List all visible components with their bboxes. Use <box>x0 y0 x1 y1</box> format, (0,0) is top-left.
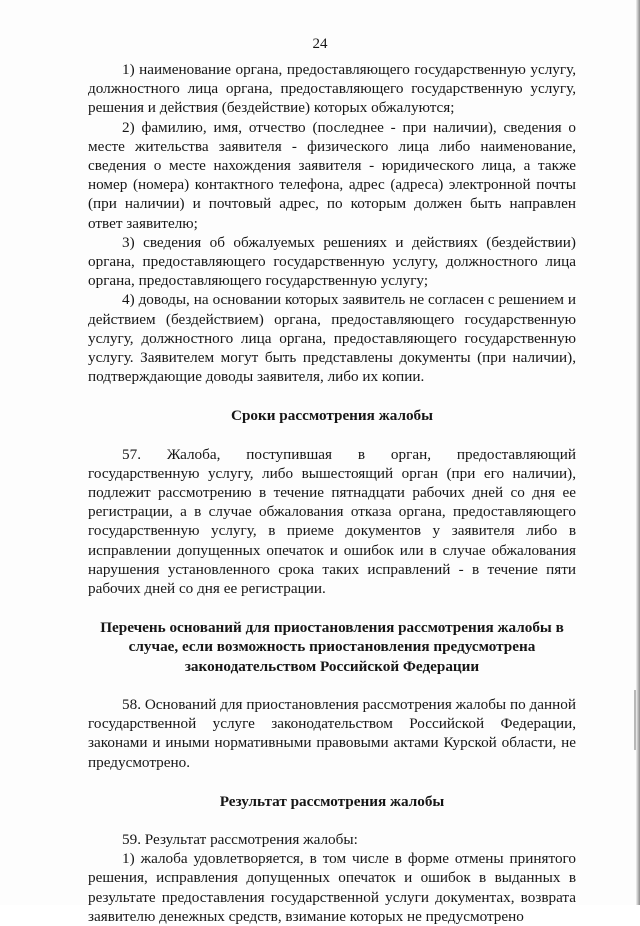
paragraph-59-item-1: 1) жалоба удовлетворяется, в том числе в форме отмены принятого решения, исправления допущенных опечаток и ошибок в выданных в результате предоставления государственной услуги документах, возврата заявителю денежных средств, взимание которых не предусмотрено <box>88 850 576 925</box>
section-heading-result: Результат рассмотрения жалобы <box>219 792 445 810</box>
paragraph-58: 58. Оснований для приостановления рассмотрения жалобы по данной государственной услуге законодательством Российской Федерации, законами и иными нормативными правовыми актами Курской области, не предусмотрено. <box>88 695 576 771</box>
scan-edge-mark <box>634 690 636 750</box>
page-number: 24 <box>312 36 328 52</box>
paragraph-57: 57. Жалоба, поступившая в орган, предоставляющий государственную услугу, либо вышестоящий орган (при его наличии), подлежит рассмотрению в течение пятнадцати рабочих дней со дня ее регистрации, а в случае обжалования отказа органа, предоставляющего государственную услугу, в приеме документов у заявителя либо в исправлении допущенных опечаток и ошибок или в случае обжалования нарушения установленного срока таких исправлений - в течение пяти рабочих дней со дня ее регистрации. <box>88 445 576 598</box>
list-item-4: 4) доводы, на основании которых заявитель не согласен с решением и действием (бездействием) органа, предоставляющего государственную услугу, должностного лица органа, предоставляющего государственную услугу. Заявителем могут быть представлены документы (при наличии), подтверждающие доводы заявителя, либо их копии. <box>88 291 576 386</box>
section-heading-suspension-line3: законодательством Российской Федерации <box>184 657 480 675</box>
section-heading-suspension-line2: случае, если возможность приостановления предусмотрена <box>128 638 536 656</box>
section-heading-terms: Сроки рассмотрения жалобы <box>230 407 434 425</box>
paragraph-59: 59. Результат рассмотрения жалобы: <box>122 830 358 848</box>
section-heading-suspension <box>88 618 576 676</box>
section-heading-suspension-line1: Перечень оснований для приостановления рассмотрения жалобы в <box>100 619 564 637</box>
document-body <box>88 60 576 926</box>
scan-edge-shadow <box>636 0 640 905</box>
list-item-2: 2) фамилию, имя, отчество (последнее - при наличии), сведения о месте жительства заявителя - физического лица либо наименование, сведения о месте нахождения заявителя - юридического лица, а также номер (номера) контактного телефона, адрес (адреса) электронной почты (при наличии) и почтовый адрес, по которым должен быть направлен ответ заявителю; <box>88 118 576 232</box>
list-item-3: 3) сведения об обжалуемых решениях и действиях (бездействии) органа, предоставляющего государственную услугу, должностного лица органа, предоставляющего государственную услугу; <box>88 233 576 290</box>
list-item-1: 1) наименование органа, предоставляющего государственную услугу, должностного лица органа, предоставляющего государственную услугу, решения и действия (бездействие) которых обжалуются; <box>88 61 576 117</box>
